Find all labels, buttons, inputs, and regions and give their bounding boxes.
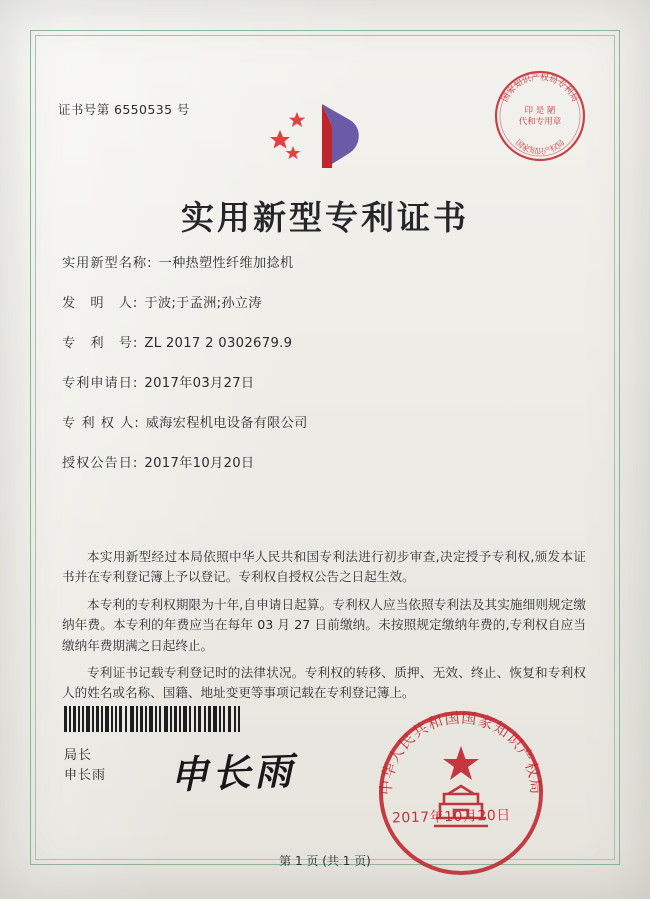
field-label: 专 利 权 人:: [62, 416, 140, 431]
field-row: [62, 412, 582, 431]
field-row: [62, 332, 582, 351]
svg-text:代和专用章: 代和专用章: [518, 117, 562, 127]
body-paragraph: 本专利的专利权期限为十年,自申请日起算。专利权人应当依照专利法及其实施细则规定缴纳年费。本专利的年费应当在每年 03 月 27 日前缴纳。未按照规定缴纳年费的,专利权自应当缴纳年费期满之日起终止。: [62, 596, 586, 653]
field-value: 2017年10月20日: [144, 456, 255, 471]
svg-text:国家知识产权局专利局: 国家知识产权局专利局: [500, 72, 580, 104]
handwritten-signature: 申长雨: [169, 747, 297, 798]
field-label: 授权公告日:: [62, 456, 139, 471]
field-value: 威海宏程机电设备有限公司: [145, 416, 308, 431]
field-value: 于波;于孟洲;孙立涛: [144, 296, 262, 311]
field-label: 专 利 号:: [62, 336, 139, 351]
field-row: [62, 372, 582, 391]
svg-text:中华人民共和国国家知识产权局: 中华人民共和国国家知识产权局: [376, 708, 546, 796]
field-label: 专利申请日:: [62, 376, 139, 391]
certificate-body-text: [62, 547, 586, 711]
signatory-name: 申长雨: [64, 768, 107, 784]
field-label: 实用新型名称:: [62, 256, 153, 271]
page-footer: 第 1 页 (共 1 页): [279, 854, 371, 868]
certificate-number: 证书号第 6550535 号: [58, 102, 190, 117]
svg-text:国家知识产权局: 国家知识产权局: [513, 137, 567, 156]
certificate-fields: [62, 252, 582, 492]
top-right-red-seal: [492, 68, 588, 164]
barcode: [64, 706, 240, 732]
body-paragraph: 本实用新型经过本局依照中华人民共和国专利法进行初步审查,决定授予专利权,颁发本证书并在专利登记簿上予以登记。专利权自授权公告之日起生效。: [62, 549, 586, 585]
seal-date: 2017年10月20日: [391, 807, 511, 827]
signature-block: [64, 746, 106, 786]
cnipa-logo-icon: [270, 96, 380, 172]
svg-text:印 是 陋: 印 是 陋: [524, 106, 556, 116]
page-title: 实用新型专利证书: [181, 198, 469, 237]
signatory-title: 局长: [64, 748, 93, 763]
field-label: 发 明 人:: [62, 296, 139, 311]
field-value: ZL 2017 2 0302679.9: [144, 336, 293, 351]
field-value: 2017年03月27日: [144, 376, 255, 391]
field-row: [62, 452, 582, 471]
body-paragraph: 专利证书记载专利登记时的法律状况。专利权的转移、质押、无效、终止、恢复和专利权人的姓名或名称、国籍、地址变更等事项记载在专利登记簿上。: [62, 664, 586, 701]
field-row: [62, 292, 582, 311]
field-value: 一种热塑性纤维加捻机: [158, 256, 294, 271]
field-row: [62, 252, 582, 271]
